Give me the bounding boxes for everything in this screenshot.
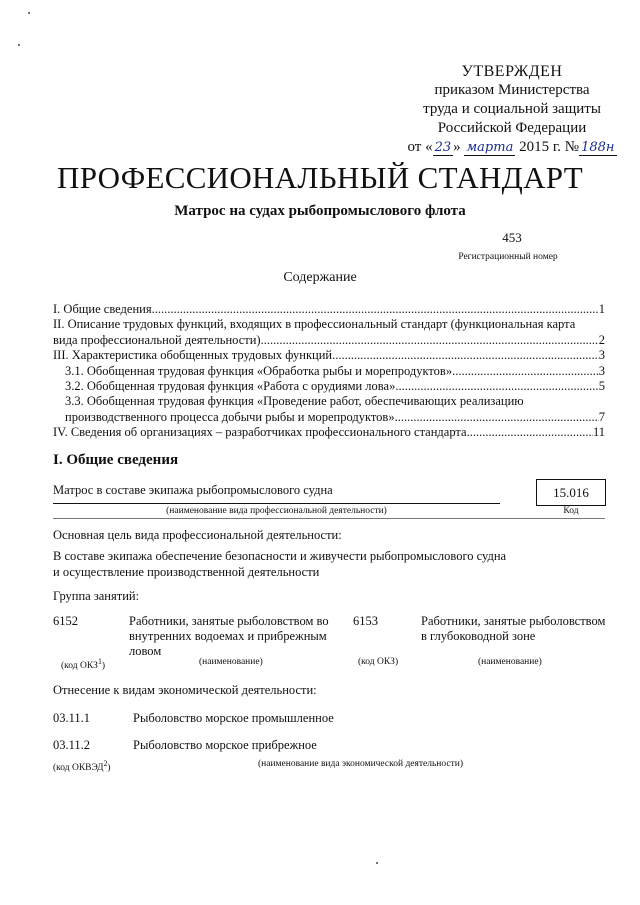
toc-item-text: I. Общие сведения	[53, 302, 152, 316]
registration-label: Регистрационный номер	[458, 252, 558, 262]
registration-number: 453	[502, 230, 522, 245]
toc-item[interactable]	[53, 425, 605, 440]
toc-item[interactable]	[53, 348, 605, 363]
approval-block	[392, 62, 632, 157]
okved-name: Рыболовство морское промышленное	[133, 711, 334, 725]
activity-underline	[53, 503, 500, 504]
approval-line-3: Российской Федерации	[437, 120, 587, 136]
okved-code: 03.11.1	[53, 711, 91, 725]
date-year: 2015 г. №	[519, 139, 580, 155]
approval-header: УТВЕРЖДЕН	[461, 63, 563, 80]
group-name: Работники, занятые рыболовством во внутренних водоемах и прибрежным ловом	[129, 614, 329, 658]
purpose-line: и осуществление производственной деятельности	[53, 565, 320, 579]
toc-item[interactable]	[53, 317, 605, 348]
toc-item[interactable]	[53, 364, 605, 379]
name-caption: (наименование)	[478, 657, 542, 667]
activity-name: Матрос в составе экипажа рыбопромыслового судна	[53, 483, 333, 497]
date-day: 23	[434, 140, 452, 155]
toc-item-page: 3	[598, 363, 605, 378]
scan-speck	[28, 12, 30, 14]
toc-item-page: 3	[598, 348, 605, 363]
okved-code: 03.11.2	[53, 738, 91, 752]
toc-item-page: 2	[598, 332, 605, 347]
approval-line-1: приказом Министерства	[434, 82, 590, 98]
contents-title: Содержание	[283, 270, 357, 285]
purpose-line: В составе экипажа обеспечение безопасности и живучести рыбопромыслового судна	[53, 549, 507, 563]
toc-item[interactable]	[53, 302, 605, 317]
toc-item-text: IV. Сведения об организациях – разработчиках профессионального стандарта	[53, 425, 467, 440]
toc-item[interactable]	[53, 394, 605, 425]
scan-speck	[376, 862, 378, 864]
toc-item-page: 1	[598, 302, 605, 316]
activity-code-box: 15.016	[536, 479, 606, 506]
document-subtitle: Матрос на судах рыбопромыслового флота	[174, 203, 466, 219]
toc-item-page: 7	[598, 409, 605, 424]
table-of-contents	[53, 302, 605, 441]
purpose-heading: Основная цель вида профессиональной деятельности:	[53, 528, 342, 542]
approval-date-line	[392, 138, 632, 157]
group-heading: Группа занятий:	[53, 589, 140, 603]
name-caption: (наименование)	[199, 657, 263, 667]
scan-speck	[18, 44, 20, 46]
toc-item-text-cont: вида профессиональной деятельности)	[53, 332, 261, 347]
divider	[53, 518, 605, 519]
okved-caption: (код ОКВЭД$^2$)	[53, 759, 111, 774]
activity-caption: (наименование вида профессиональной деятельности)	[166, 506, 387, 516]
toc-item-page: 5	[598, 379, 605, 394]
group-code: 6152	[53, 614, 78, 628]
section-heading: I. Общие сведения	[53, 452, 179, 468]
code-caption: Код	[563, 506, 579, 516]
toc-item-text: 3.1. Обобщенная трудовая функция «Обработка рыбы и морепродуктов»	[65, 363, 453, 378]
okved-name: Рыболовство морское прибрежное	[133, 738, 317, 752]
toc-item-text: 3.3. Обобщенная трудовая функция «Проведение работ, обеспечивающих реализацию	[65, 394, 524, 409]
okved-name-caption: (наименование вида экономической деятельности)	[258, 759, 463, 769]
document-title: ПРОФЕССИОНАЛЬНЫЙ СТАНДАРТ	[57, 160, 583, 195]
okz-caption: (код ОКЗ)	[358, 657, 399, 667]
okz-caption: (код ОКЗ$^1$)	[61, 657, 106, 672]
toc-item-page: 11	[592, 425, 605, 440]
date-prefix: от «	[407, 139, 433, 155]
toc-item-text: 3.2. Обобщенная трудовая функция «Работа с орудиями лова»	[65, 379, 396, 394]
order-number: 188н	[581, 140, 615, 155]
toc-item-text-cont: производственного процесса добычи рыбы и морепродуктов»	[65, 409, 395, 424]
toc-item[interactable]	[53, 379, 605, 394]
purpose-text	[53, 548, 573, 580]
toc-item-text: II. Описание трудовых функций, входящих в профессиональный стандарт (функциональная карта	[53, 317, 576, 332]
approval-line-2: труда и социальной защиты	[423, 101, 601, 117]
toc-item-text: III. Характеристика обобщенных трудовых функций	[53, 348, 333, 363]
group-name: Работники, занятые рыболовством в глубоководной зоне	[421, 614, 606, 643]
econ-heading: Отнесение к видам экономической деятельности:	[53, 683, 317, 697]
date-mid: »	[453, 139, 461, 155]
group-code: 6153	[353, 614, 378, 628]
date-month: марта	[466, 140, 514, 155]
